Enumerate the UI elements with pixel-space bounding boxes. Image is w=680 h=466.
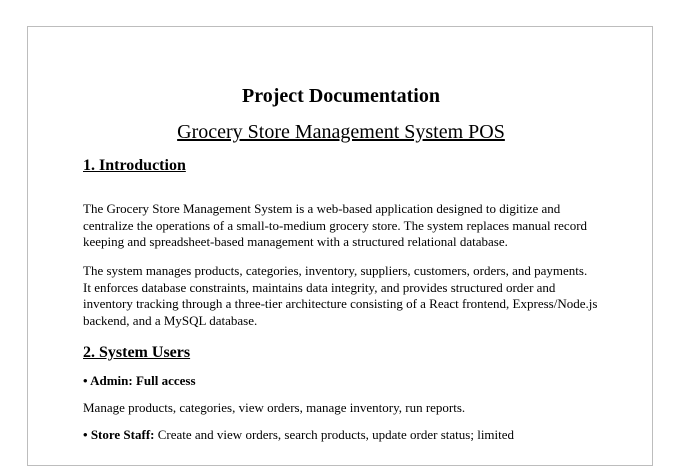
intro-paragraph-2: The system manages products, categories, inventory, suppliers, customers, orders, and payments. It enforces database constraints, maintains data integrity, and provides structured order and inventory tracking through a three-tier architecture consisting of a React frontend, Express/Node.js backend, and a MySQL database.	[83, 263, 598, 328]
store-staff-description: Create and view orders, search products, update order status; limited	[154, 427, 515, 442]
list-item-admin	[83, 373, 598, 390]
list-item-store-staff	[83, 427, 598, 444]
store-staff-label: Store Staff:	[90, 427, 155, 442]
intro-paragraph-1: The Grocery Store Management System is a web-based application designed to digitize and centralize the operations of a small-to-medium grocery store. The system replaces manual record keeping and spreadsheet-based management with a structured relational database.	[83, 201, 588, 249]
bullet-marker: •	[83, 373, 88, 388]
document-page	[27, 26, 653, 466]
document-title: Project Documentation	[242, 85, 440, 107]
section-heading-system-users: 2. System Users	[83, 344, 191, 361]
document-subtitle: Grocery Store Management System POS	[177, 121, 505, 143]
bullet-marker: •	[83, 427, 88, 442]
admin-description: Manage products, categories, view orders, manage inventory, run reports.	[83, 400, 466, 415]
admin-label: Admin: Full access	[90, 373, 196, 388]
section-heading-introduction: 1. Introduction	[83, 157, 186, 174]
